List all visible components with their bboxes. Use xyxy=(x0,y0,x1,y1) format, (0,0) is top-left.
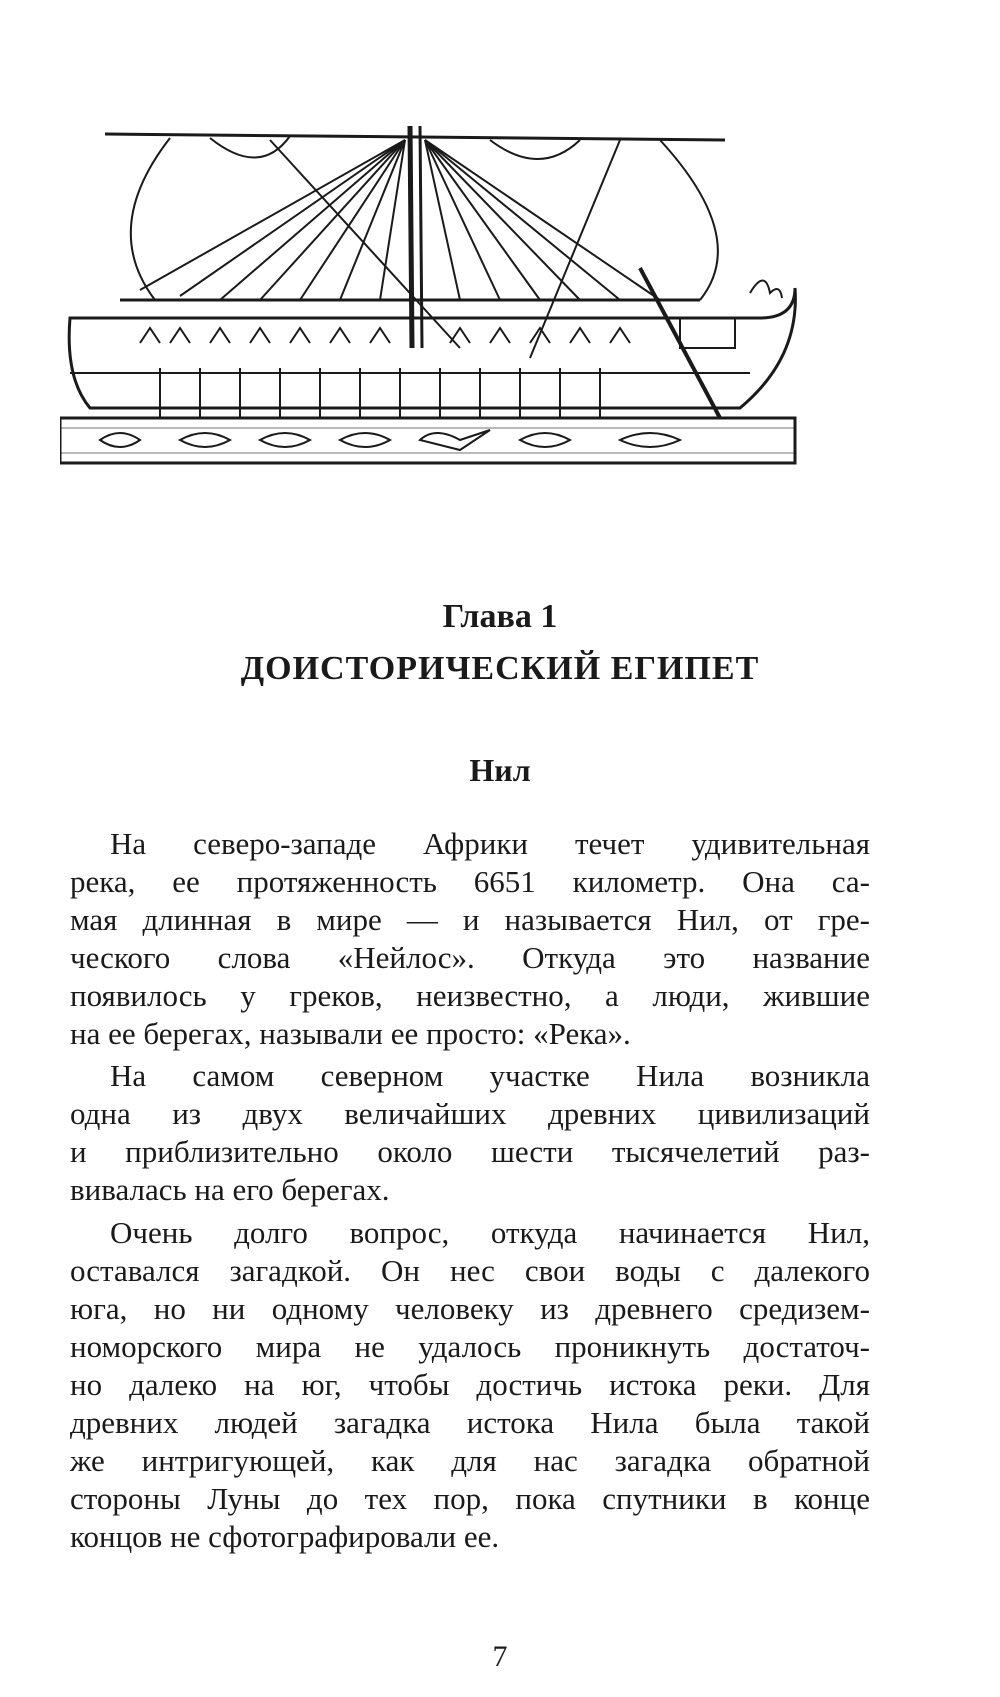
paragraph-3 xyxy=(70,1214,870,1556)
text-line: но далеко на юг, чтобы достичь истока реки. Для xyxy=(70,1367,870,1402)
text-line: древних людей загадка истока Нила была такой xyxy=(70,1405,870,1440)
text-line: появилось у греков, неизвестно, а люди, жившие xyxy=(70,978,870,1013)
text-line: стороны Луны до тех пор, пока спутники в конце xyxy=(70,1481,870,1516)
page-number: 7 xyxy=(492,1640,508,1673)
text-line: река, ее протяженность 6651 километр. Она са- xyxy=(70,864,870,899)
chapter-title: ДОИСТОРИЧЕСКИЙ ЕГИПЕТ xyxy=(240,650,760,687)
text-line: же интригующей, как для нас загадка обратной xyxy=(70,1443,870,1478)
paragraph-1 xyxy=(70,825,870,1053)
text-line: на ее берегах, называли ее просто: «Река». xyxy=(70,1016,631,1051)
text-line: ческого слова «Нейлос». Откуда это название xyxy=(70,940,870,975)
text-line: одна из двух величайших древних цивилизаций xyxy=(70,1096,870,1131)
text-line: мая длинная в мире — и называется Нил, от гре- xyxy=(70,902,870,937)
text-line: вивалась на его берегах. xyxy=(70,1172,390,1207)
text-line: На северо-западе Африки течет удивительная xyxy=(110,826,870,861)
egyptian-ship-illustration xyxy=(60,118,870,518)
ship-drawing xyxy=(60,118,870,518)
text-line: концов не сфотографировали ее. xyxy=(70,1519,500,1554)
text-line: номорского мира не удалось проникнуть достаточ- xyxy=(70,1329,870,1364)
section-title: Нил xyxy=(469,752,531,788)
text-line: Очень долго вопрос, откуда начинается Нил, xyxy=(110,1215,870,1250)
text-line: юга, но ни одному человеку из древнего средизем- xyxy=(70,1291,870,1326)
text-line: оставался загадкой. Он нес свои воды с далекого xyxy=(70,1253,870,1288)
paragraph-2 xyxy=(70,1057,870,1209)
text-line: и приблизительно около шести тысячелетий раз- xyxy=(70,1134,870,1169)
text-line: На самом северном участке Нила возникла xyxy=(110,1058,870,1093)
chapter-label: Глава 1 xyxy=(442,598,558,635)
